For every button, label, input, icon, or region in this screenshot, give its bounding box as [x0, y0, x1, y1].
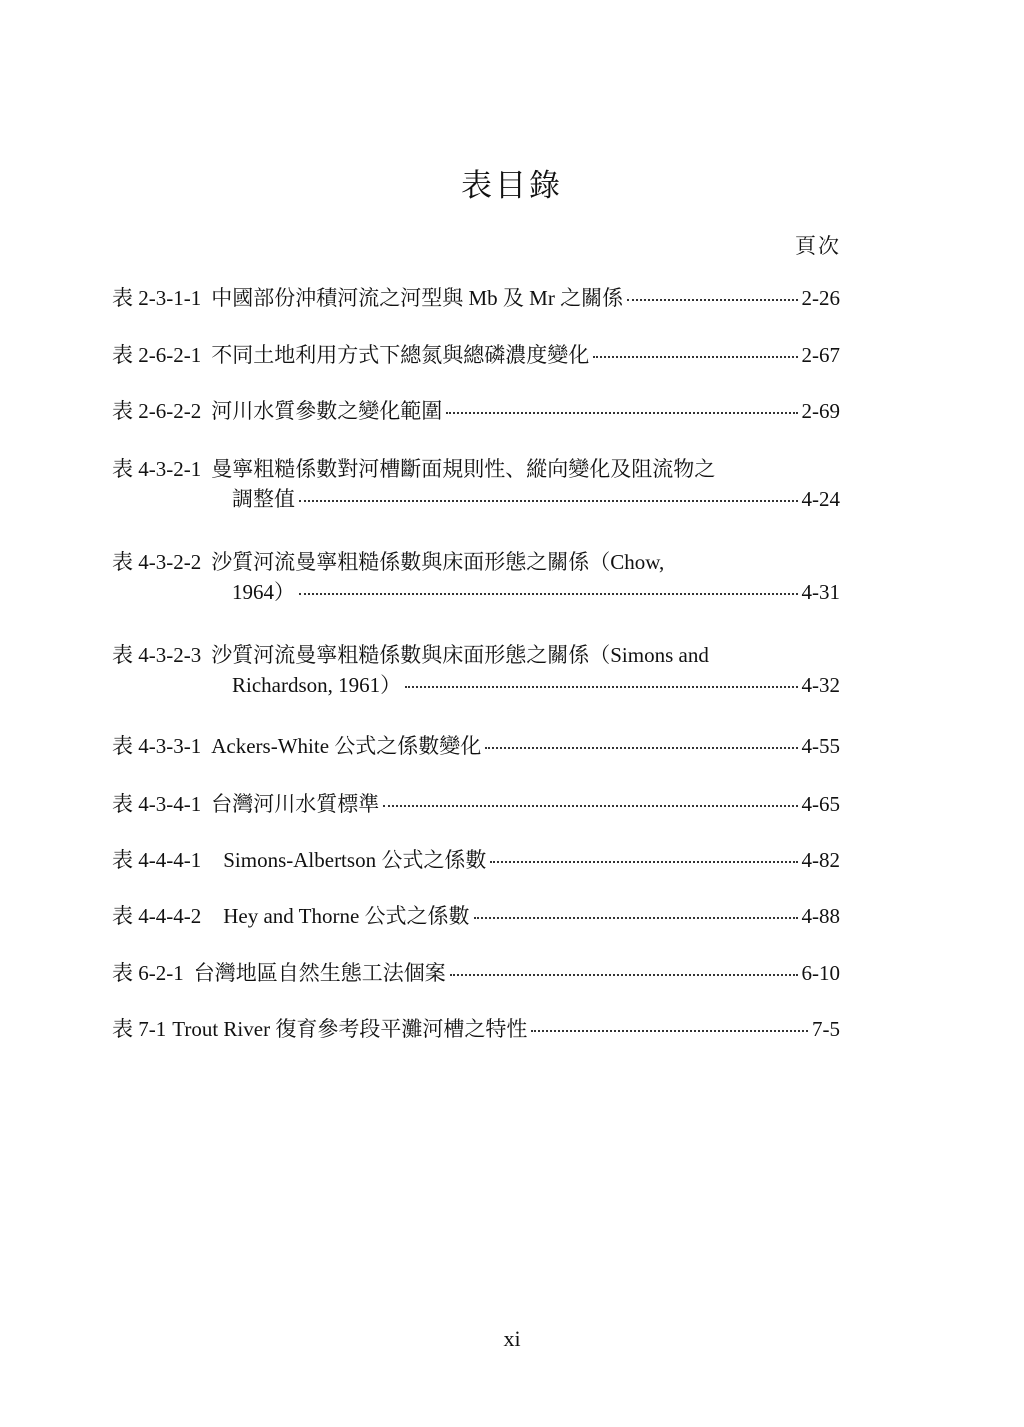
toc-entry-label: 表 4-3-3-1	[112, 734, 202, 758]
dot-leader	[593, 356, 797, 358]
toc-entry-label: 表 4-3-2-1	[112, 457, 202, 481]
toc-entry-label: 表 2-3-1-1	[112, 286, 202, 310]
toc-entry-title-continued: 調整值	[232, 487, 295, 511]
toc-entry-title-continued: Richardson, 1961）	[232, 673, 402, 697]
toc-entry-title: 曼寧粗糙係數對河槽斷面規則性、縱向變化及阻流物之	[211, 457, 716, 481]
toc-entry-title: Ackers-White 公式之係數變化	[211, 734, 482, 758]
toc-entry-title: 台灣河川水質標準	[211, 792, 380, 816]
toc-entry-title: 沙質河流曼寧粗糙係數與床面形態之關係（Chow,	[211, 550, 665, 574]
toc-entry[interactable]	[112, 283, 840, 313]
toc-entry-label: 表 7-1	[112, 1017, 167, 1041]
toc-entry-label: 表 4-4-4-1	[112, 848, 202, 872]
toc-entry-page: 7-5	[812, 1017, 840, 1041]
toc-entry-title: 沙質河流曼寧粗糙係數與床面形態之關係（Simons and	[211, 643, 709, 667]
dot-leader	[474, 917, 798, 919]
toc-entry-label: 表 4-3-2-3	[112, 643, 202, 667]
toc-entry[interactable]	[112, 1014, 840, 1044]
toc-entry-title: 台灣地區自然生態工法個案	[193, 961, 446, 985]
toc-entry-title-continued: 1964）	[232, 580, 295, 604]
toc-entry[interactable]	[112, 396, 840, 426]
toc-entry-title: Hey and Thorne 公式之係數	[223, 904, 470, 928]
dot-leader	[490, 861, 797, 863]
toc-entry-page: 4-24	[801, 487, 840, 511]
toc-entry-page: 6-10	[801, 961, 840, 985]
toc-entry-label: 表 2-6-2-1	[112, 343, 202, 367]
toc-entry-title: 不同土地利用方式下總氮與總磷濃度變化	[211, 343, 590, 367]
toc-entry-label: 表 6-2-1	[112, 961, 184, 985]
dot-leader	[485, 747, 797, 749]
toc-entry[interactable]	[112, 958, 840, 988]
toc-entry-page: 4-88	[801, 904, 840, 928]
toc-entry[interactable]	[112, 547, 840, 607]
toc-entry-title: Simons-Albertson 公式之係數	[223, 848, 487, 872]
toc-entry-title: 河川水質參數之變化範圍	[211, 399, 443, 423]
toc-entry-page: 4-31	[801, 580, 840, 604]
toc-entry-page: 4-65	[801, 792, 840, 816]
toc-entry-title: 中國部份沖積河流之河型與 Mb 及 Mr 之關係	[211, 286, 624, 310]
toc-entry-page: 2-69	[801, 399, 840, 423]
toc-entry-page: 4-32	[801, 673, 840, 697]
toc-entry-label: 表 4-3-2-2	[112, 550, 202, 574]
dot-leader	[383, 805, 797, 807]
dot-leader	[299, 593, 798, 595]
toc-entry[interactable]	[112, 454, 840, 514]
dot-leader	[405, 686, 797, 688]
toc-entry-page: 2-26	[801, 286, 840, 310]
toc-entry-label: 表 4-4-4-2	[112, 904, 202, 928]
dot-leader	[531, 1030, 808, 1032]
toc-entry-page: 2-67	[801, 343, 840, 367]
page-title: 表目錄	[461, 168, 563, 203]
page-number: xi	[503, 1326, 521, 1351]
toc-entry-page: 4-55	[801, 734, 840, 758]
dot-leader	[446, 412, 797, 414]
dot-leader	[450, 974, 798, 976]
toc-entry[interactable]	[112, 731, 840, 761]
toc-entry-label: 表 2-6-2-2	[112, 399, 202, 423]
dot-leader	[627, 299, 797, 301]
toc-entry[interactable]	[112, 340, 840, 370]
toc-entry[interactable]	[112, 789, 840, 819]
toc-entry-title: Trout River 復育參考段平灘河槽之特性	[172, 1017, 528, 1041]
dot-leader	[299, 500, 798, 502]
toc-entry[interactable]	[112, 640, 840, 700]
toc-entry-page: 4-82	[801, 848, 840, 872]
toc-entry[interactable]	[112, 901, 840, 931]
toc-entry-label: 表 4-3-4-1	[112, 792, 202, 816]
page-column-label: 頁次	[795, 234, 841, 258]
toc-entry[interactable]	[112, 845, 840, 875]
